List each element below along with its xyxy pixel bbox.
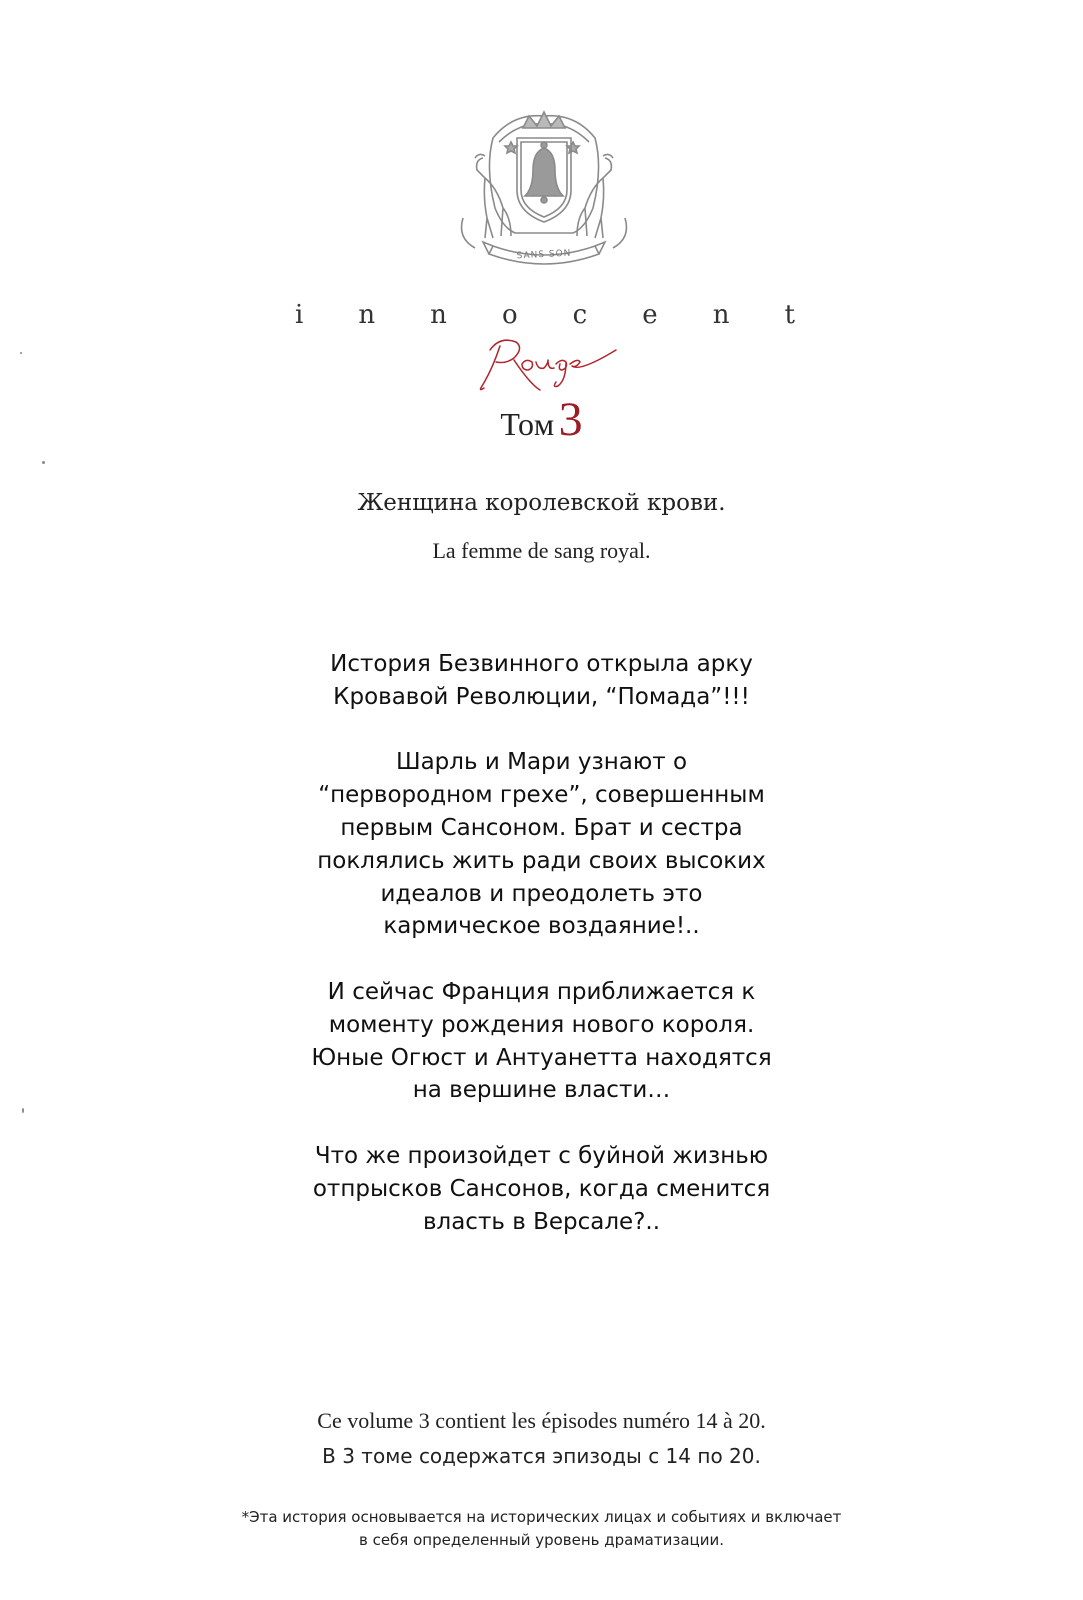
synopsis-line: идеалов и преодолеть это (380, 880, 703, 907)
disclaimer-line: *Эта история основывается на исторических лицах и событиях и включает (241, 1508, 842, 1526)
disclaimer-line: в себя определенный уровень драматизации. (358, 1531, 725, 1549)
synopsis-paragraph (0, 648, 1083, 714)
rouge-script-logo (470, 330, 620, 398)
subtitle-french: La femme de sang royal. (432, 538, 651, 563)
title-letter: n (358, 300, 376, 330)
synopsis-line: И сейчас Франция приближается к (327, 978, 756, 1005)
synopsis-paragraph (0, 1140, 1083, 1238)
title-letter: n (712, 300, 730, 330)
volume-number: 3 (558, 393, 583, 446)
volume-heading (0, 392, 1083, 447)
title-letter: t (784, 300, 795, 330)
title-letter: o (501, 300, 518, 330)
synopsis-line: Что же произойдет с буйной жизнью (314, 1142, 769, 1169)
synopsis-line: отпрысков Сансонов, когда сменится (312, 1175, 771, 1202)
synopsis-line: поклялись жить ради своих высоких (317, 847, 766, 874)
title-letter: c (572, 300, 588, 330)
volume-word: Том (500, 406, 555, 442)
synopsis-line: власть в Версале?.. (422, 1208, 661, 1235)
synopsis-line: моменту рождения нового короля. (328, 1011, 755, 1038)
title-letter: n (430, 300, 447, 330)
subtitle-russian: Женщина королевской крови. (357, 490, 726, 516)
synopsis-line: Кровавой Революции, “Помада”!!! (333, 683, 750, 710)
synopsis-line: кармическое воздаяние!.. (383, 913, 700, 940)
crest-motto: SANS SON (516, 248, 572, 262)
paper-speck (42, 461, 45, 464)
paper-speck (20, 352, 22, 354)
synopsis-line: Юные Огюст и Антуанетта находятся (311, 1044, 772, 1071)
series-title-innocent (295, 300, 795, 330)
synopsis-line: Шарль и Мари узнают о (395, 749, 688, 776)
title-letter: i (295, 300, 304, 330)
episodes-info-russian: В 3 томе содержатся эпизоды с 14 по 20. (322, 1444, 761, 1468)
title-letter: e (642, 300, 658, 330)
synopsis-line: “первородном грехе”, совершенным (318, 782, 765, 809)
synopsis-paragraph (0, 976, 1083, 1107)
synopsis-line: на вершине власти… (412, 1077, 671, 1104)
series-title-rouge-script (470, 330, 620, 398)
synopsis-line: первым Сансоном. Брат и сестра (340, 814, 743, 841)
synopsis-paragraph (0, 746, 1083, 943)
disclaimer-note (0, 1506, 1083, 1552)
synopsis-line: История Безвинного открыла арку (330, 651, 753, 677)
episodes-info-french: Ce volume 3 contient les épisodes numéro 14 à 20. (317, 1408, 766, 1433)
synopsis-block (0, 648, 1083, 1271)
